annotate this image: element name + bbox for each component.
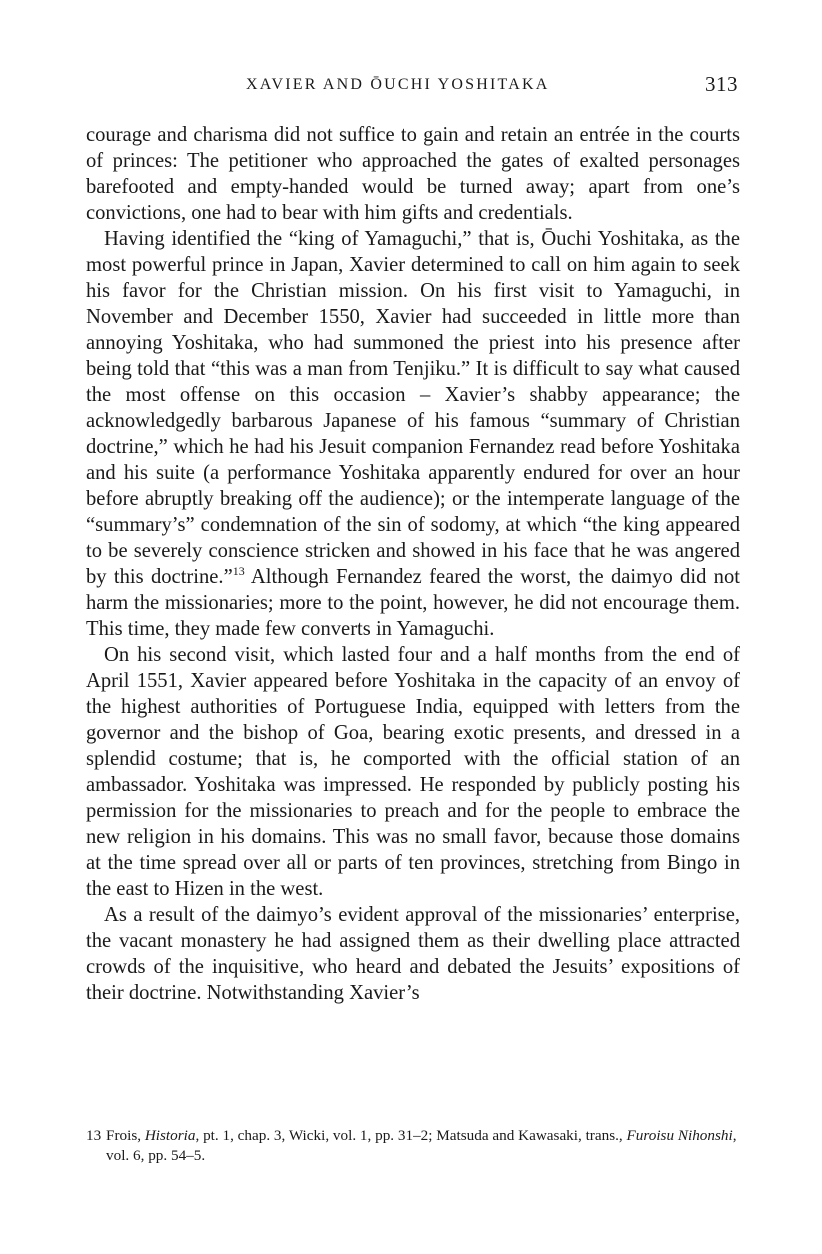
footnote-text-part: , vol. 6, pp. 54–5. bbox=[106, 1127, 737, 1164]
paragraph-2 bbox=[86, 226, 740, 642]
paragraph-2-continuation: Although Fernandez feared the worst, the daimyo did not harm the missionaries; more to the point, however, he did not encourage them. This time, they made few converts in Yamaguchi. bbox=[86, 566, 740, 640]
paragraph-4: As a result of the daimyo’s evident approval of the missionaries’ enterprise, the vacant monastery he had assigned them as their dwelling place attracted crowds of the inquisitive, who heard and debated the Jesuits’ expositions of their doctrine. Notwithstanding Xavier’s bbox=[86, 904, 740, 1004]
paragraph-2-text: Having identified the “king of Yamaguchi,” that is, Ōuchi Yoshitaka, as the most powerful prince in Japan, Xavier determined to call on him again to seek his favor for the Christian mission. On his first visit to Yamaguchi, in November and December 1550, Xavier had succeeded in little more than annoying Yoshitaka, who had summoned the priest into his presence after being told that “this was a man from Tenjiku.” It is difficult to say what caused the most offense on this occasion – Xavier’s shabby appearance; the acknowledgedly barbarous Japanese of his famous “summary of Christian doctrine,” which he had his Jesuit companion Fernandez read before Yoshitaka and his suite (a performance Yoshitaka apparently endured for over an hour before abruptly breaking off the audience); or the intemperate language of the “summary’s” condemnation of the sin of sodomy, at which “the king appeared to be severely conscience stricken and showed in his face that he was angered by this doctrine.” bbox=[86, 228, 740, 588]
paragraph-1: courage and charisma did not suffice to gain and retain an entrée in the courts of princes: The petitioner who approached the gates of exalted personages barefooted and empty-handed would be turned away; apart from one’s convictions, one had to bear with him gifts and credentials. bbox=[86, 124, 740, 224]
footnote-number: 13 bbox=[86, 1127, 102, 1144]
paragraph-3: On his second visit, which lasted four and a half months from the end of April 1551, Xavier appeared before Yoshitaka in the capacity of an envoy of the highest authorities of Portuguese India, equipped with letters from the governor and the bishop of Goa, bearing exotic presents, and dressed in a splendid costume; that is, he comported with the official station of an ambassador. Yoshitaka was impressed. He responded by publicly posting his permission for the missionaries to preach and for the people to embrace the new religion in his domains. This was no small favor, because those domains at the time spread over all or parts of ten provinces, stretching from Bingo in the east to Hizen in the west. bbox=[86, 644, 740, 900]
page bbox=[86, 70, 740, 1006]
footnote-13 bbox=[86, 1126, 740, 1166]
page-number: 313 bbox=[705, 72, 738, 96]
footnote-reference[interactable]: 13 bbox=[232, 564, 245, 578]
running-title: XAVIER AND ŌUCHI YOSHITAKA bbox=[246, 76, 550, 93]
running-head bbox=[86, 70, 740, 104]
body-text bbox=[86, 122, 740, 1006]
footnote-work-title: Historia bbox=[144, 1127, 196, 1144]
footnote-text-part: , pt. 1, chap. 3, Wicki, vol. 1, pp. 31–2; Matsuda and Kawasaki, trans., bbox=[195, 1127, 627, 1144]
footnote-text bbox=[106, 1126, 740, 1166]
footnote-text-part: Frois, bbox=[106, 1127, 145, 1144]
footnote-work-title: Furoisu Nihonshi bbox=[626, 1127, 733, 1144]
footnotes bbox=[86, 1126, 740, 1166]
